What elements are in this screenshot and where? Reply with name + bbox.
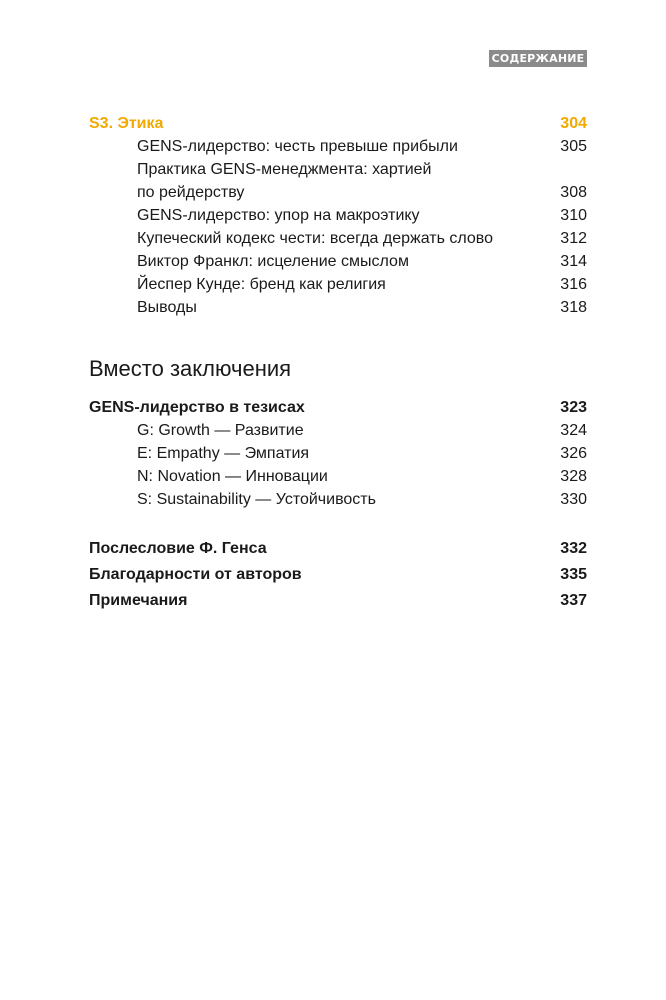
section-heading-conclusion: Вместо заключения — [89, 356, 292, 381]
toc-page-number: 304 — [560, 115, 587, 132]
toc-entry-title-line1[interactable]: Практика GENS-менеджмента: хартией — [137, 161, 432, 178]
toc-page-number: 316 — [560, 276, 587, 293]
toc-entry-title: E: Empathy — Эмпатия — [137, 445, 310, 462]
toc-entry-title: N: Novation — Инновации — [137, 468, 328, 485]
toc-chapter-acknowledgements[interactable] — [89, 565, 587, 585]
toc-entry[interactable] — [137, 206, 587, 226]
toc-entry-title: Виктор Франкл: исцеление смыслом — [137, 253, 409, 270]
toc-page-number: 308 — [560, 184, 587, 201]
toc-entry[interactable] — [137, 467, 587, 487]
toc-chapter-gens-theses[interactable] — [89, 398, 587, 418]
toc-entry[interactable] — [137, 421, 587, 441]
toc-page-number: 323 — [560, 399, 587, 416]
toc-entry-title-line2: по рейдерству — [137, 184, 245, 201]
section-header-tag: СОДЕРЖАНИЕ — [489, 50, 587, 67]
toc-entry[interactable] — [137, 275, 587, 295]
toc-page-number: 305 — [560, 138, 587, 155]
toc-page-number: 310 — [560, 207, 587, 224]
toc-entry-title: Йеспер Кунде: бренд как религия — [137, 276, 386, 293]
toc-entry[interactable] — [137, 183, 587, 203]
toc-entry[interactable] — [137, 298, 587, 318]
toc-page-number: 314 — [560, 253, 587, 270]
toc-page-number: 312 — [560, 230, 587, 247]
toc-page-number: 335 — [560, 566, 587, 583]
toc-entry-title: GENS-лидерство: упор на макроэтику — [137, 207, 420, 224]
toc-chapter-title: GENS-лидерство в тезисах — [89, 399, 305, 416]
toc-entry-title: Купеческий кодекс чести: всегда держать слово — [137, 230, 494, 247]
toc-chapter-title: Благодарности от авторов — [89, 566, 302, 583]
toc-chapter-notes[interactable] — [89, 591, 587, 611]
toc-page-number: 324 — [560, 422, 587, 439]
toc-entry-title: S: Sustainability — Устойчивость — [137, 491, 376, 508]
toc-page-number: 330 — [560, 491, 587, 508]
toc-entry[interactable] — [137, 490, 587, 510]
toc-entry[interactable] — [137, 229, 587, 249]
toc-entry-title: Выводы — [137, 299, 197, 316]
toc-entry-title: G: Growth — Развитие — [137, 422, 304, 439]
toc-entry[interactable] — [137, 137, 587, 157]
toc-chapter-title: Примечания — [89, 592, 188, 609]
toc-chapter-afterword[interactable] — [89, 539, 587, 559]
toc-page-number: 318 — [560, 299, 587, 316]
toc-page-number: 326 — [560, 445, 587, 462]
toc-entry[interactable] — [137, 252, 587, 272]
toc-chapter-title: S3. Этика — [89, 115, 164, 132]
toc-page-number: 337 — [560, 592, 587, 609]
toc-chapter-s3[interactable] — [89, 114, 587, 134]
toc-chapter-title: Послесловие Ф. Генса — [89, 540, 267, 557]
toc-page-number: 328 — [560, 468, 587, 485]
toc-entry[interactable] — [137, 444, 587, 464]
toc-page-number: 332 — [560, 540, 587, 557]
toc-entry-title: GENS-лидерство: честь превыше прибыли — [137, 138, 458, 155]
